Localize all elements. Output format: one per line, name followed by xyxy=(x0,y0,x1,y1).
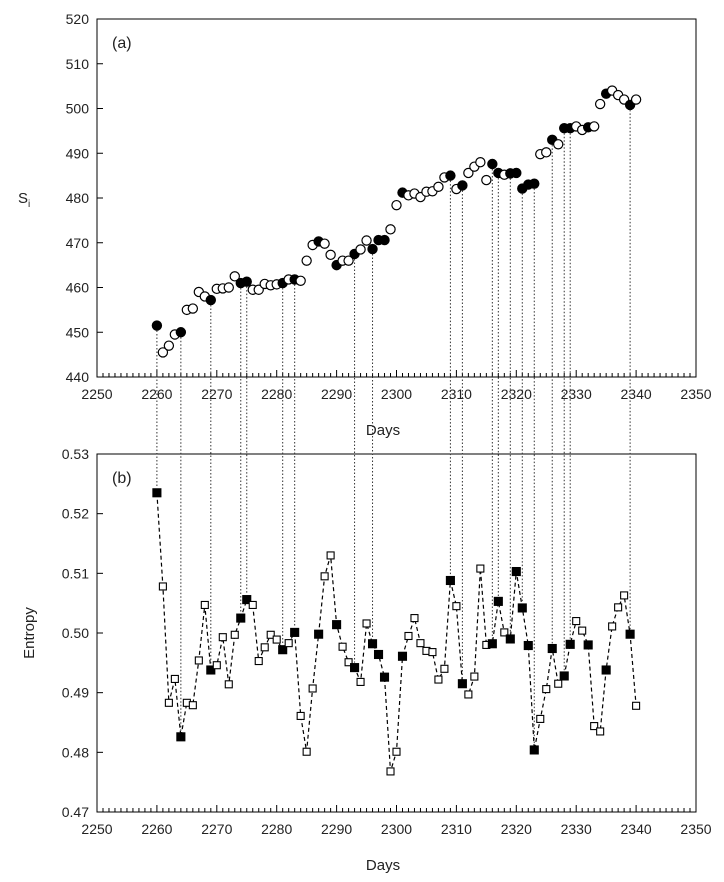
filled-square-point xyxy=(398,652,406,660)
open-square-point xyxy=(435,676,442,683)
open-square-point xyxy=(573,618,580,625)
open-square-point xyxy=(465,691,472,698)
open-square-point xyxy=(285,640,292,647)
open-square-point xyxy=(543,686,550,693)
panel-a-frame xyxy=(97,19,696,377)
open-square-point xyxy=(405,632,412,639)
open-circle-point xyxy=(434,182,443,191)
open-square-point xyxy=(171,675,178,682)
y-tick-label: 460 xyxy=(65,279,89,296)
panel-b-line xyxy=(157,493,636,772)
open-square-point xyxy=(363,620,370,627)
filled-square-point xyxy=(560,672,568,680)
open-square-point xyxy=(309,685,316,692)
filled-square-point xyxy=(315,630,323,638)
open-square-point xyxy=(393,748,400,755)
open-square-point xyxy=(165,699,172,706)
x-tick-label: 2260 xyxy=(141,386,173,402)
open-square-point xyxy=(453,603,460,610)
panel-a-label: (a) xyxy=(112,35,132,52)
filled-circle-point xyxy=(206,295,215,304)
filled-square-point xyxy=(626,630,634,638)
y-tick-label: 490 xyxy=(65,145,89,162)
filled-square-point xyxy=(446,576,454,584)
open-square-point xyxy=(633,702,640,709)
filled-square-point xyxy=(530,746,538,754)
y-tick-label: 440 xyxy=(65,369,89,385)
filled-square-point xyxy=(524,642,532,650)
open-square-point xyxy=(219,634,226,641)
x-tick-label: 2300 xyxy=(380,821,413,837)
open-circle-point xyxy=(596,99,605,108)
x-tick-label: 2250 xyxy=(81,821,113,837)
filled-circle-point xyxy=(446,171,455,180)
y-tick-label: 0.51 xyxy=(61,565,89,582)
filled-circle-point xyxy=(458,181,467,190)
panel-b-ylabel: Entropy xyxy=(21,607,38,659)
open-square-point xyxy=(357,678,364,685)
open-square-point xyxy=(417,640,424,647)
filled-square-point xyxy=(518,604,526,612)
filled-square-point xyxy=(333,621,341,629)
open-square-point xyxy=(321,573,328,580)
open-square-point xyxy=(537,715,544,722)
open-square-point xyxy=(303,748,310,755)
filled-square-point xyxy=(494,597,502,605)
y-tick-label: 470 xyxy=(65,234,89,251)
open-circle-point xyxy=(164,341,173,350)
filled-circle-point xyxy=(152,321,161,330)
open-circle-point xyxy=(542,148,551,157)
y-tick-label: 0.52 xyxy=(61,505,89,522)
open-square-point xyxy=(159,583,166,590)
panel-a-ylabel xyxy=(18,190,30,210)
filled-square-point xyxy=(153,489,161,497)
filled-square-point xyxy=(375,650,383,658)
filled-circle-point xyxy=(176,328,185,337)
open-circle-point xyxy=(362,236,371,245)
x-tick-label: 2260 xyxy=(141,821,173,837)
x-tick-label: 2330 xyxy=(560,386,592,402)
open-circle-point xyxy=(296,276,305,285)
filled-circle-point xyxy=(242,277,251,286)
y-tick-label: 0.49 xyxy=(61,684,89,701)
open-square-point xyxy=(597,728,604,735)
filled-square-point xyxy=(584,641,592,649)
entropy-series-line xyxy=(157,493,636,772)
open-circle-point xyxy=(188,304,197,313)
y-tick-label: 0.53 xyxy=(61,446,89,462)
open-square-point xyxy=(387,768,394,775)
open-square-point xyxy=(201,601,208,608)
filled-circle-point xyxy=(512,168,521,177)
open-square-point xyxy=(579,627,586,634)
panel-b-xlabel: Days xyxy=(365,857,401,874)
open-square-point xyxy=(477,565,484,572)
filled-square-point xyxy=(566,640,574,648)
filled-square-point xyxy=(548,645,556,653)
open-square-point xyxy=(441,665,448,672)
x-tick-label: 2310 xyxy=(440,386,472,402)
open-square-point xyxy=(225,681,232,688)
open-square-point xyxy=(195,657,202,664)
x-tick-label: 2340 xyxy=(620,386,652,402)
open-square-point xyxy=(609,623,616,630)
filled-circle-point xyxy=(488,159,497,168)
x-tick-label: 2320 xyxy=(500,386,532,402)
filled-square-point xyxy=(506,635,514,643)
open-circle-point xyxy=(326,250,335,259)
panel-b-frame xyxy=(97,454,696,812)
x-tick-label: 2350 xyxy=(680,386,712,402)
filled-square-point xyxy=(512,568,520,576)
panel-a-ylabel-sub: i xyxy=(28,199,31,210)
open-circle-point xyxy=(386,225,395,234)
open-square-point xyxy=(231,631,238,638)
open-circle-point xyxy=(632,95,641,104)
x-tick-label: 2280 xyxy=(261,821,293,837)
y-tick-label: 0.47 xyxy=(61,804,89,820)
open-circle-point xyxy=(482,176,491,185)
open-circle-point xyxy=(554,140,563,149)
filled-circle-point xyxy=(368,244,377,253)
x-tick-label: 2300 xyxy=(380,386,413,402)
x-tick-label: 2330 xyxy=(560,821,592,837)
open-circle-point xyxy=(224,283,233,292)
panel-a-ylabel-main: S xyxy=(18,190,29,207)
panel-b-x-ticks xyxy=(81,805,711,837)
open-square-point xyxy=(555,680,562,687)
filled-square-point xyxy=(458,680,466,688)
open-square-point xyxy=(339,643,346,650)
x-tick-label: 2250 xyxy=(81,386,113,402)
open-square-point xyxy=(471,673,478,680)
open-square-point xyxy=(249,601,256,608)
filled-square-point xyxy=(237,614,245,622)
panel-a xyxy=(18,11,712,439)
x-tick-label: 2310 xyxy=(440,821,472,837)
panel-b xyxy=(21,446,712,874)
filled-square-point xyxy=(291,628,299,636)
open-square-point xyxy=(273,636,280,643)
open-circle-point xyxy=(476,158,485,167)
open-square-point xyxy=(297,712,304,719)
y-tick-label: 510 xyxy=(65,55,89,72)
x-tick-label: 2270 xyxy=(201,386,233,402)
filled-circle-point xyxy=(380,235,389,244)
open-square-point xyxy=(621,592,628,599)
filled-square-point xyxy=(381,673,389,681)
open-square-point xyxy=(213,662,220,669)
open-square-point xyxy=(327,552,334,559)
open-square-point xyxy=(411,615,418,622)
filled-square-point xyxy=(369,640,377,648)
y-tick-label: 0.48 xyxy=(61,744,89,761)
filled-square-point xyxy=(351,664,359,672)
filled-square-point xyxy=(488,640,496,648)
filled-square-point xyxy=(602,666,610,674)
open-circle-point xyxy=(590,122,599,131)
x-tick-label: 2290 xyxy=(321,821,353,837)
filled-circle-point xyxy=(530,179,539,188)
open-square-point xyxy=(189,702,196,709)
x-tick-label: 2350 xyxy=(680,821,712,837)
panel-a-points xyxy=(152,86,640,357)
x-tick-label: 2280 xyxy=(261,386,293,402)
panel-b-label: (b) xyxy=(112,470,132,487)
open-circle-point xyxy=(320,239,329,248)
open-square-point xyxy=(615,604,622,611)
x-tick-label: 2270 xyxy=(201,821,233,837)
open-square-point xyxy=(429,649,436,656)
y-tick-label: 450 xyxy=(65,324,89,341)
panel-b-points xyxy=(153,489,640,775)
open-square-point xyxy=(255,658,262,665)
filled-square-point xyxy=(177,733,185,741)
y-tick-label: 500 xyxy=(65,100,89,117)
y-tick-label: 0.50 xyxy=(61,625,89,641)
x-tick-label: 2290 xyxy=(321,386,353,402)
y-tick-label: 480 xyxy=(65,190,89,206)
x-tick-label: 2340 xyxy=(620,821,652,837)
panel-a-x-ticks xyxy=(81,370,711,402)
y-tick-label: 520 xyxy=(65,11,89,27)
open-circle-point xyxy=(392,201,401,210)
open-circle-point xyxy=(356,245,365,254)
panel-a-xlabel: Days xyxy=(365,422,401,439)
open-circle-point xyxy=(302,256,311,265)
x-tick-label: 2320 xyxy=(500,821,532,837)
open-square-point xyxy=(261,644,268,651)
